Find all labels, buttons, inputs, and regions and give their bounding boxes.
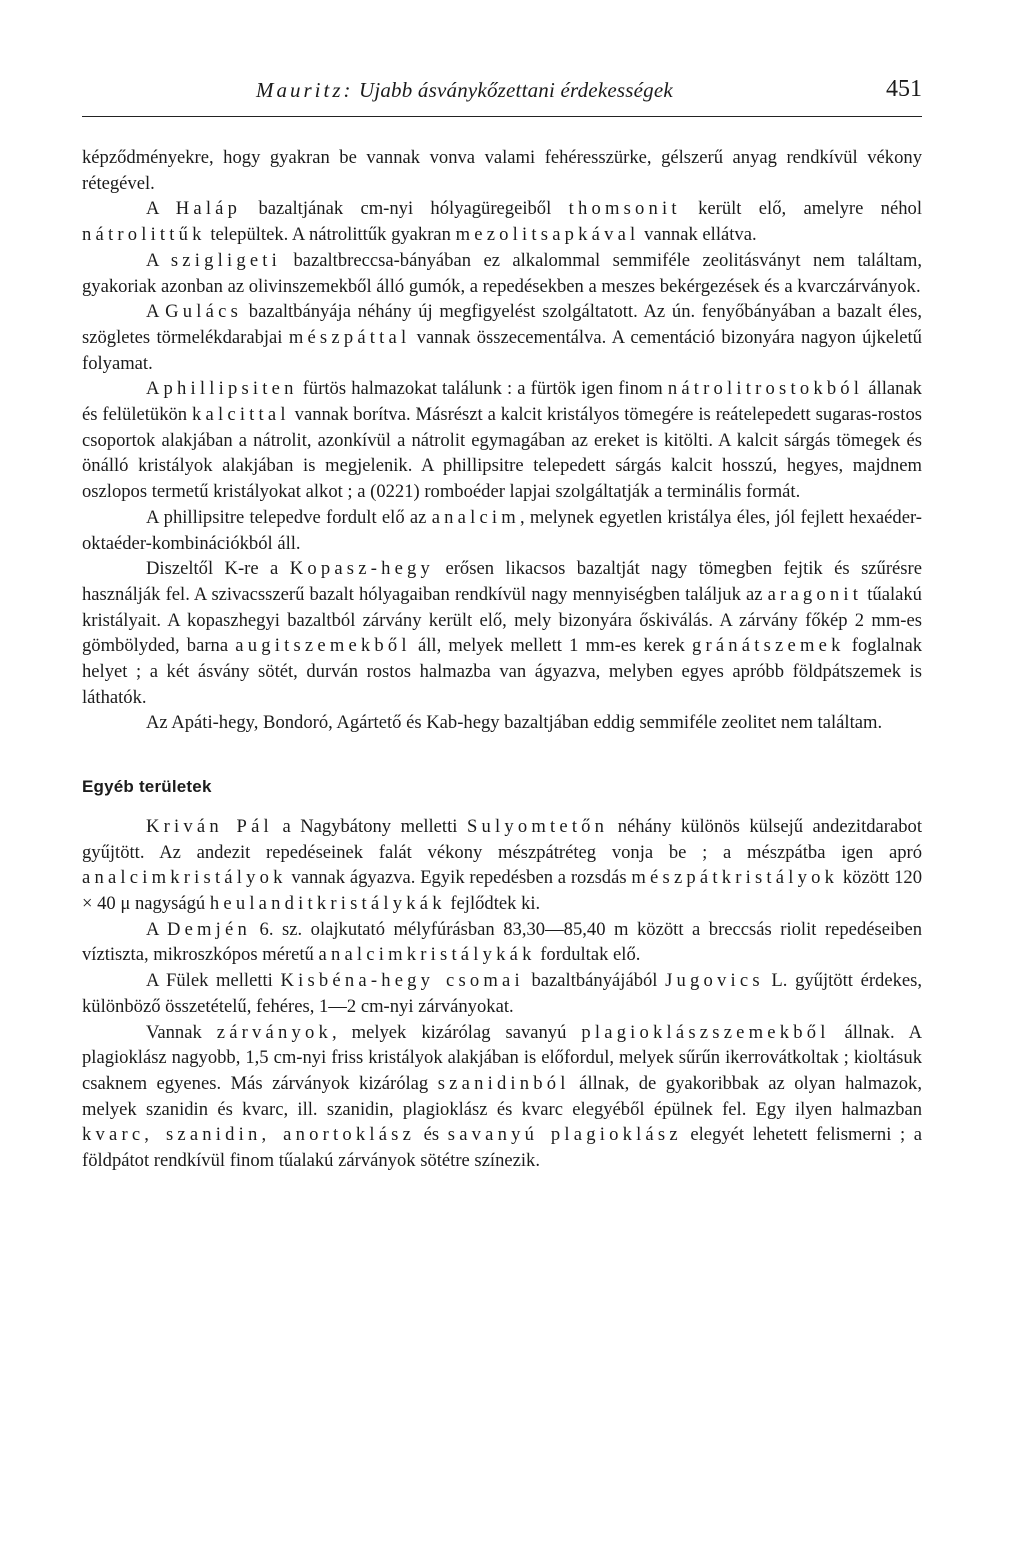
text-run: A bbox=[146, 301, 166, 323]
paragraph-11 bbox=[82, 968, 922, 1019]
text-run: vannak borítva. Másrészt a kalcit kristályos tömegére is reátelepedett sugaras-rostos csoportok alakjában a nátrolit, azonkívül a nátrolit egymagában az ereket is kitölti. A kalcit sárgás tömegek és önálló kristályok alakjában is megjelenik. A phillipsitre telepedett sárgás kalcit hosszú, hegyes, majdnem oszlopos termetű kristályokat alkot ; a (0221) romboéder lapjai szolgáltatják a terminális formát. bbox=[82, 404, 922, 503]
text-run: elegyét lehetett felismerni ; a földpátot rendkívül finom tűalakú zárványok sötétre színezik. bbox=[82, 1124, 922, 1172]
spaced-term: plagioklászszemekből bbox=[581, 1021, 830, 1043]
text-run: Vannak bbox=[146, 1021, 217, 1043]
text-run: települtek. A nátrolittűk gyakran bbox=[205, 224, 456, 246]
text-run: foglalnak helyet ; a két ásvány sötét, durván rostos halmazba van ágyazva, melyben egyes apróbb földpátszemek is láthatók. bbox=[82, 635, 922, 708]
text-run: és bbox=[415, 1124, 448, 1146]
spaced-term: savanyú plagioklász bbox=[447, 1124, 682, 1146]
text-run: került elő, amelyre néhol bbox=[680, 198, 922, 220]
text-run: állnak, de gyakoribbak az olyan halmazok, melyek szanidin és kvarc, ill. szanidin, plagioklász és kvarc elegyéből épülnek fel. Egy ilyen halmazban bbox=[82, 1072, 922, 1120]
paragraph-5 bbox=[82, 376, 922, 505]
text-run: Diszeltől K-re a bbox=[146, 558, 290, 580]
text-run: bazaltbányájából bbox=[523, 970, 666, 992]
spaced-term: mezolitsapkával bbox=[455, 224, 640, 246]
section-heading: Egyéb területek bbox=[82, 777, 212, 797]
paragraph-7 bbox=[82, 556, 922, 710]
text-run: Az Apáti-hegy, Bondoró, Agártető és Kab-hegy bazaltjában eddig semmiféle zeolitet nem találtam. bbox=[146, 712, 883, 734]
spaced-term: Demjén bbox=[166, 918, 251, 940]
text-run: fejlődtek ki. bbox=[445, 892, 541, 914]
spaced-term: mészpáttal bbox=[288, 326, 411, 348]
spaced-term: analcim bbox=[431, 506, 520, 528]
spaced-term: szigligeti bbox=[170, 249, 282, 271]
text-run: néhány különös külsejű andezitdarabot gyűjtött. Az andezit repedéseinek falát vékony mészpátréteg vonja be ; a mészpátba igen apró bbox=[82, 815, 922, 863]
paragraph-8 bbox=[82, 710, 922, 736]
text-run: bazaltjának cm-nyi hólyagüregeiből bbox=[241, 198, 569, 220]
text-run: A bbox=[146, 198, 176, 220]
paragraph-10 bbox=[82, 917, 922, 968]
text-run: állanak és felületükön bbox=[82, 378, 922, 426]
spaced-term: augitszemekből bbox=[235, 635, 411, 657]
text-run: képződményekre, hogy gyakran be vannak vonva valami fehéresszürke, gélszerű anyag rendkívül vékony rétegével. bbox=[82, 147, 922, 194]
spaced-term: mészpátkristályok bbox=[631, 867, 839, 889]
text-run: A bbox=[146, 378, 164, 400]
spaced-term: Kriván Pál bbox=[146, 815, 273, 837]
spaced-term: gránátszemek bbox=[691, 635, 845, 657]
text-run: A Fülek melletti bbox=[146, 970, 281, 992]
text-run: A phillipsitre telepedve fordult elő az bbox=[146, 506, 432, 528]
text-run: A bbox=[146, 918, 167, 940]
spaced-term: phillipsiten bbox=[163, 378, 298, 400]
spaced-term: szanidinból bbox=[437, 1072, 570, 1094]
text-run: között 120 × 40 μ nagyságú bbox=[82, 867, 923, 914]
text-run: bazaltbányája néhány új megfigyelést szolgáltatott. Az ún. fenyőbányában a bazalt éles, szögletes törmelékdarabjai bbox=[82, 301, 922, 348]
spaced-term: heulanditkristálykák bbox=[209, 892, 446, 914]
text-run: állnak. A plagioklász nagyobb, 1,5 cm-nyi friss kristályok alakjában is előfordul, melyek sűrűn ikerrovátkoltak ; kioltásuk csaknem egyenes. Más zárványok kizárólag bbox=[82, 1021, 923, 1094]
text-run: vannak ágyazva. Egyik repedésben a rozsdás bbox=[286, 867, 632, 889]
spaced-term: Jugovics bbox=[665, 970, 764, 992]
text-run: , melyek kizárólag savanyú bbox=[332, 1021, 582, 1043]
text-run: L. gyűjtött érdekes, különböző összetételű, fehéres, 1—2 cm-nyi zárványokat. bbox=[82, 970, 923, 1017]
spaced-term: Kopasz-hegy bbox=[289, 558, 435, 580]
text-run: vannak ellátva. bbox=[639, 224, 757, 246]
paragraph-4 bbox=[82, 299, 922, 376]
text-run: , melynek egyetlen kristálya éles, jól fejlett hexaéder-oktaéder-kombinációkból áll. bbox=[82, 506, 922, 554]
text-run: bazaltbreccsa-bányában ez alkalommal semmiféle zeolitásványt nem találtam, gyakoriak azonban az olivinszemekből álló gumók, a repedésekben a meszes bekérgezések és a kvarczárványok. bbox=[82, 249, 922, 297]
paragraph-12 bbox=[82, 1020, 922, 1174]
text-run: tűalakú kristályait. A kopaszhegyi bazaltból zárvány került elő, mely bizonyára őskiválás. A zárvány főkép 2 mm-es gömbölyded, barna bbox=[82, 583, 922, 657]
paragraph-1 bbox=[82, 145, 922, 196]
spaced-term: aragonit bbox=[767, 583, 863, 605]
spaced-term: thomsonit bbox=[568, 198, 681, 220]
spaced-term: zárványok bbox=[216, 1021, 332, 1043]
text-run: áll, melyek mellett 1 mm-es kerek bbox=[410, 635, 692, 657]
paragraph-6 bbox=[82, 505, 922, 556]
paragraph-9 bbox=[82, 814, 922, 917]
spaced-term: Haláp bbox=[175, 198, 242, 220]
author-name: Mauritz: bbox=[256, 78, 354, 102]
text-run: a Nagybátony melletti bbox=[272, 815, 467, 837]
text-run: vannak összecementálva. A cementáció bizonyára nagyon újkeletű folyamat. bbox=[82, 326, 922, 374]
spaced-term: Gulács bbox=[165, 301, 243, 323]
running-title bbox=[256, 78, 673, 103]
spaced-term: kalcittal bbox=[192, 404, 290, 426]
text-run: A bbox=[146, 249, 171, 271]
spaced-term: nátrolitrostokból bbox=[667, 378, 864, 400]
running-header bbox=[82, 76, 922, 117]
page-number: 451 bbox=[886, 76, 922, 102]
spaced-term: Kisbéna-hegy csomai bbox=[280, 970, 524, 992]
paragraph-2 bbox=[82, 196, 922, 247]
spaced-term: analcimkristályok bbox=[82, 867, 287, 889]
text-run: erősen likacsos bazaltját nagy tömegben fejtik és szűrésre használják fel. A szivacsszerű bazalt hólyagaiban rendkívül nagy mennyiségben találjuk az bbox=[82, 558, 922, 605]
body-text bbox=[82, 145, 922, 1174]
article-title: Ujabb ásványkőzettani érdekességek bbox=[358, 78, 673, 102]
paragraph-3 bbox=[82, 248, 922, 299]
text-run: fürtös halmazokat találunk : a fürtök igen finom bbox=[297, 378, 668, 400]
spaced-term: analcimkristálykák bbox=[318, 944, 536, 966]
spaced-term: kvarc, szanidin, anortoklász bbox=[82, 1124, 416, 1146]
text-run: fordultak elő. bbox=[535, 944, 641, 966]
text-run: 6. sz. olajkutató mélyfúrásban 83,30—85,40 m között a breccsás riolit repedéseiben víztiszta, mikroszkópos méretű bbox=[82, 918, 922, 966]
spaced-term: Sulyomtetőn bbox=[466, 815, 609, 837]
spaced-term: nátrolittűk bbox=[82, 224, 206, 246]
